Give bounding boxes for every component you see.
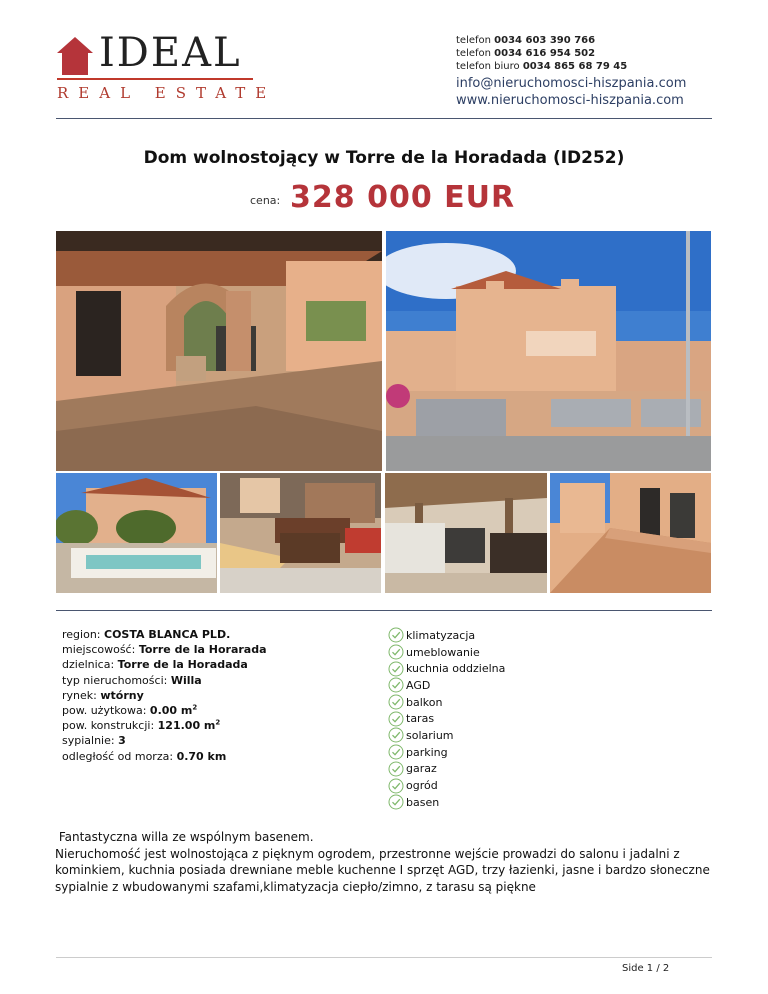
feature-item — [388, 794, 505, 811]
detail-row — [62, 673, 267, 688]
feature-label: solarium — [406, 728, 454, 742]
detail-unit-sup: 2 — [215, 718, 221, 727]
detail-value: 0.70 km — [176, 749, 227, 763]
detail-value: Torre de la Horarada — [138, 643, 267, 657]
feature-item — [388, 644, 505, 661]
detail-label: miejscowość: — [62, 643, 136, 657]
logo-subtitle: REAL ESTATE — [57, 84, 277, 102]
photo-garden-pool[interactable] — [56, 473, 217, 593]
email-link[interactable]: info@nieruchomosci-hiszpania.com — [456, 76, 687, 91]
detail-label: pow. konstrukcji: — [62, 719, 155, 733]
feature-item — [388, 660, 505, 677]
phone-line: telefon 0034 616 954 502 — [456, 48, 596, 59]
photo-side-path[interactable] — [550, 473, 711, 593]
detail-label: typ nieruchomości: — [62, 673, 168, 687]
detail-row — [62, 688, 267, 703]
detail-label: rynek: — [62, 688, 97, 702]
check-circle-icon — [388, 778, 404, 794]
feature-item — [388, 761, 505, 778]
logo-rule — [57, 78, 253, 80]
description-body: Nieruchomość jest wolnostojąca z pięknym ogrodem, przestronne wejście prowadzi do salonu i jadalni z kominkiem, kuchnia posiada drewniane meble kuchenne I sprzęt AGD, trzy łazienki, jasne i bardzo słoneczne sypialnie z wbudowanymi szafami,klimatyzacja ciepło/zimno, z tarasu są piękne — [55, 846, 710, 894]
detail-value: COSTA BLANCA PLD. — [104, 628, 231, 641]
description-headline: Fantastyczna willa ze wspólnym basenem. — [55, 830, 314, 844]
feature-item — [388, 727, 505, 744]
photo-villa-terrace[interactable] — [56, 231, 382, 471]
detail-value: Willa — [170, 673, 202, 687]
page-number: Side 1 / 2 — [622, 963, 670, 974]
feature-label: balkon — [406, 695, 443, 709]
website-link[interactable]: www.nieruchomosci-hiszpania.com — [456, 93, 684, 108]
feature-label: umeblowanie — [406, 645, 480, 659]
detail-row — [62, 749, 267, 764]
check-circle-icon — [388, 677, 404, 693]
feature-list — [388, 627, 505, 811]
feature-label: parking — [406, 745, 448, 759]
feature-label: taras — [406, 712, 435, 726]
detail-row — [62, 703, 267, 718]
company-logo — [55, 30, 277, 103]
check-circle-icon — [388, 711, 404, 727]
phone-number[interactable]: 0034 603 390 766 — [494, 35, 596, 46]
detail-label: dzielnica: — [62, 658, 115, 672]
feature-label: basen — [406, 795, 440, 809]
feature-label: klimatyzacja — [406, 628, 476, 642]
feature-item — [388, 744, 505, 761]
detail-label: odległość od morza: — [62, 749, 174, 763]
feature-item — [388, 710, 505, 727]
photo-patio-furniture[interactable] — [220, 473, 381, 593]
header-divider — [56, 118, 712, 119]
feature-label: kuchnia oddzielna — [406, 662, 506, 676]
photo-villa-front[interactable] — [386, 231, 711, 471]
detail-row — [62, 627, 267, 642]
check-circle-icon — [388, 644, 404, 660]
price-label: cena: — [250, 194, 281, 207]
detail-value: wtórny — [100, 688, 144, 702]
description — [55, 829, 715, 895]
phone-number[interactable]: 0034 865 68 79 45 — [522, 61, 628, 72]
feature-label: garaz — [406, 762, 437, 776]
check-circle-icon — [388, 661, 404, 677]
detail-label: pow. użytkowa: — [62, 704, 147, 718]
detail-value: 121.00 m — [157, 719, 216, 733]
section-divider — [56, 610, 712, 611]
check-circle-icon — [388, 694, 404, 710]
feature-item — [388, 694, 505, 711]
detail-unit-sup: 2 — [192, 703, 198, 712]
feature-item — [388, 777, 505, 794]
detail-row — [62, 642, 267, 657]
check-circle-icon — [388, 627, 404, 643]
check-circle-icon — [388, 794, 404, 810]
logo-brand: IDEAL — [99, 30, 242, 76]
phone-line: telefon biuro 0034 865 68 79 45 — [456, 61, 628, 72]
detail-value: Torre de la Horadada — [117, 658, 248, 672]
detail-row — [62, 718, 267, 733]
footer-divider — [56, 957, 712, 958]
phone-number[interactable]: 0034 616 954 502 — [494, 48, 596, 59]
detail-value: 0.00 m — [149, 704, 193, 718]
check-circle-icon — [388, 761, 404, 777]
check-circle-icon — [388, 727, 404, 743]
detail-value: 3 — [118, 734, 126, 748]
detail-label: region: — [62, 628, 101, 641]
feature-item — [388, 677, 505, 694]
feature-label: ogród — [406, 779, 438, 793]
property-details — [62, 627, 267, 764]
detail-label: sypialnie: — [62, 734, 115, 748]
photo-pergola-jacuzzi[interactable] — [385, 473, 547, 593]
feature-label: AGD — [406, 678, 431, 692]
detail-row — [62, 733, 267, 748]
contact-block — [456, 34, 756, 109]
detail-row — [62, 657, 267, 672]
price-value: 328 000 EUR — [290, 180, 516, 215]
listing-title: Dom wolnostojący w Torre de la Horadada (ID252) — [143, 148, 625, 168]
feature-item — [388, 627, 505, 644]
house-icon — [55, 35, 95, 77]
check-circle-icon — [388, 744, 404, 760]
phone-line: telefon 0034 603 390 766 — [456, 35, 596, 46]
